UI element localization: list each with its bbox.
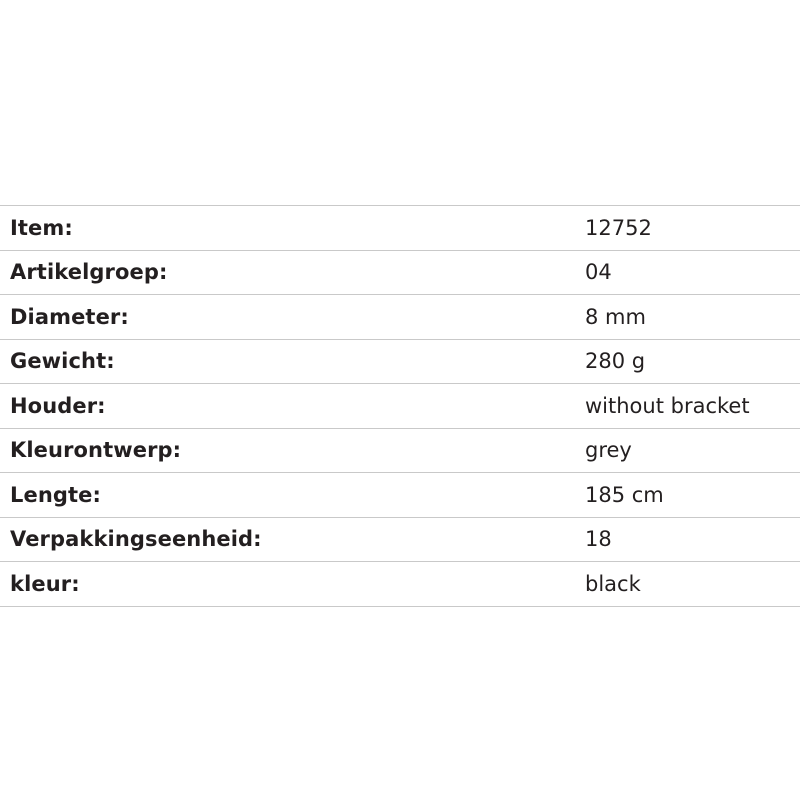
- spec-value: 185 cm: [585, 482, 664, 507]
- spec-label: Houder:: [10, 393, 106, 418]
- table-row: [0, 250, 800, 295]
- spec-value: 280 g: [585, 349, 646, 374]
- spec-value: 12752: [585, 215, 652, 240]
- spec-label: Diameter:: [10, 304, 129, 329]
- spec-value: 04: [585, 260, 612, 285]
- table-row: [0, 206, 800, 251]
- spec-label: Lengte:: [10, 482, 101, 507]
- spec-label: kleur:: [10, 571, 80, 596]
- product-specification-table: [0, 205, 800, 607]
- spec-label: Verpakkingseenheid:: [10, 527, 262, 552]
- table-row: [0, 517, 800, 562]
- spec-value: without bracket: [585, 393, 750, 418]
- spec-value: black: [585, 571, 641, 596]
- spec-value: 18: [585, 527, 612, 552]
- table-row: [0, 428, 800, 473]
- table-row: [0, 562, 800, 607]
- spec-table-body: [0, 206, 800, 607]
- table-row: [0, 384, 800, 429]
- table-row: [0, 295, 800, 340]
- table-row: [0, 339, 800, 384]
- spec-label: Artikelgroep:: [10, 260, 168, 285]
- spec-label: Gewicht:: [10, 349, 115, 374]
- spec-label: Kleurontwerp:: [10, 438, 182, 463]
- table-row: [0, 473, 800, 518]
- spec-value: grey: [585, 438, 632, 463]
- spec-label: Item:: [10, 215, 73, 240]
- spec-value: 8 mm: [585, 304, 646, 329]
